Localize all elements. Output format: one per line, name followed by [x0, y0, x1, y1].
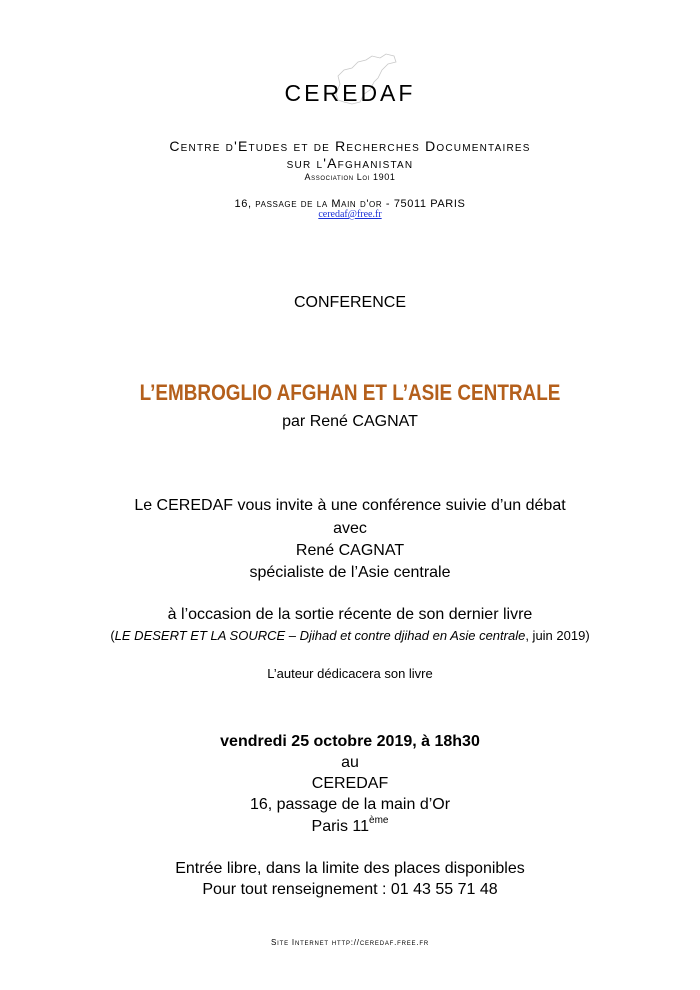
entry-note: Entrée libre, dans la limite des places disponibles [175, 860, 525, 877]
book-date: , juin 2019) [525, 628, 590, 643]
email-link[interactable]: ceredaf@free.fr [318, 209, 382, 220]
invite-line: Le CEREDAF vous invite à une conférence suivie d’un débat [134, 497, 566, 514]
city-name: Paris 11 [311, 818, 370, 835]
org-address: 16, passage de la Main d'or - 75011 PARIS [234, 198, 466, 210]
event-date: vendredi 25 octobre 2019, à 18h30 [220, 733, 480, 750]
book-title: LE DESERT ET LA SOURCE – Djihad et contre djihad en Asie centrale [114, 628, 526, 643]
conference-title: L’EMBROGLIO AFGHAN ET L’ASIE CENTRALE [139, 380, 561, 405]
city-arrondissement-suffix: ème [369, 815, 389, 826]
association-status: Association Loi 1901 [304, 172, 396, 182]
with-word: avec [333, 520, 367, 537]
book-line [0, 628, 700, 643]
venue-city [0, 815, 700, 836]
org-name: CEREDAF [284, 80, 416, 106]
org-full-name-line1: Centre d'Etudes et de Recherches Documentaires [169, 138, 531, 154]
website-footer: Site Internet http://ceredaf.free.fr [271, 938, 429, 947]
occasion-line: à l’occasion de la sortie récente de son dernier livre [167, 606, 533, 623]
byline: par René CAGNAT [282, 413, 418, 430]
signing-note: L’auteur dédicacera son livre [267, 666, 433, 681]
info-phone: Pour tout renseignement : 01 43 55 71 48 [202, 881, 498, 898]
venue-name: CEREDAF [311, 775, 389, 792]
book-paren-open: ( [110, 628, 115, 643]
speaker-name: René CAGNAT [295, 542, 405, 559]
event-type: CONFERENCE [293, 294, 406, 311]
at-word: au [341, 754, 359, 771]
speaker-role: spécialiste de l’Asie centrale [249, 564, 451, 581]
venue-address: 16, passage de la main d’Or [249, 796, 451, 813]
email-line [0, 209, 700, 220]
org-full-name-line2: sur l'Afghanistan [286, 155, 414, 171]
